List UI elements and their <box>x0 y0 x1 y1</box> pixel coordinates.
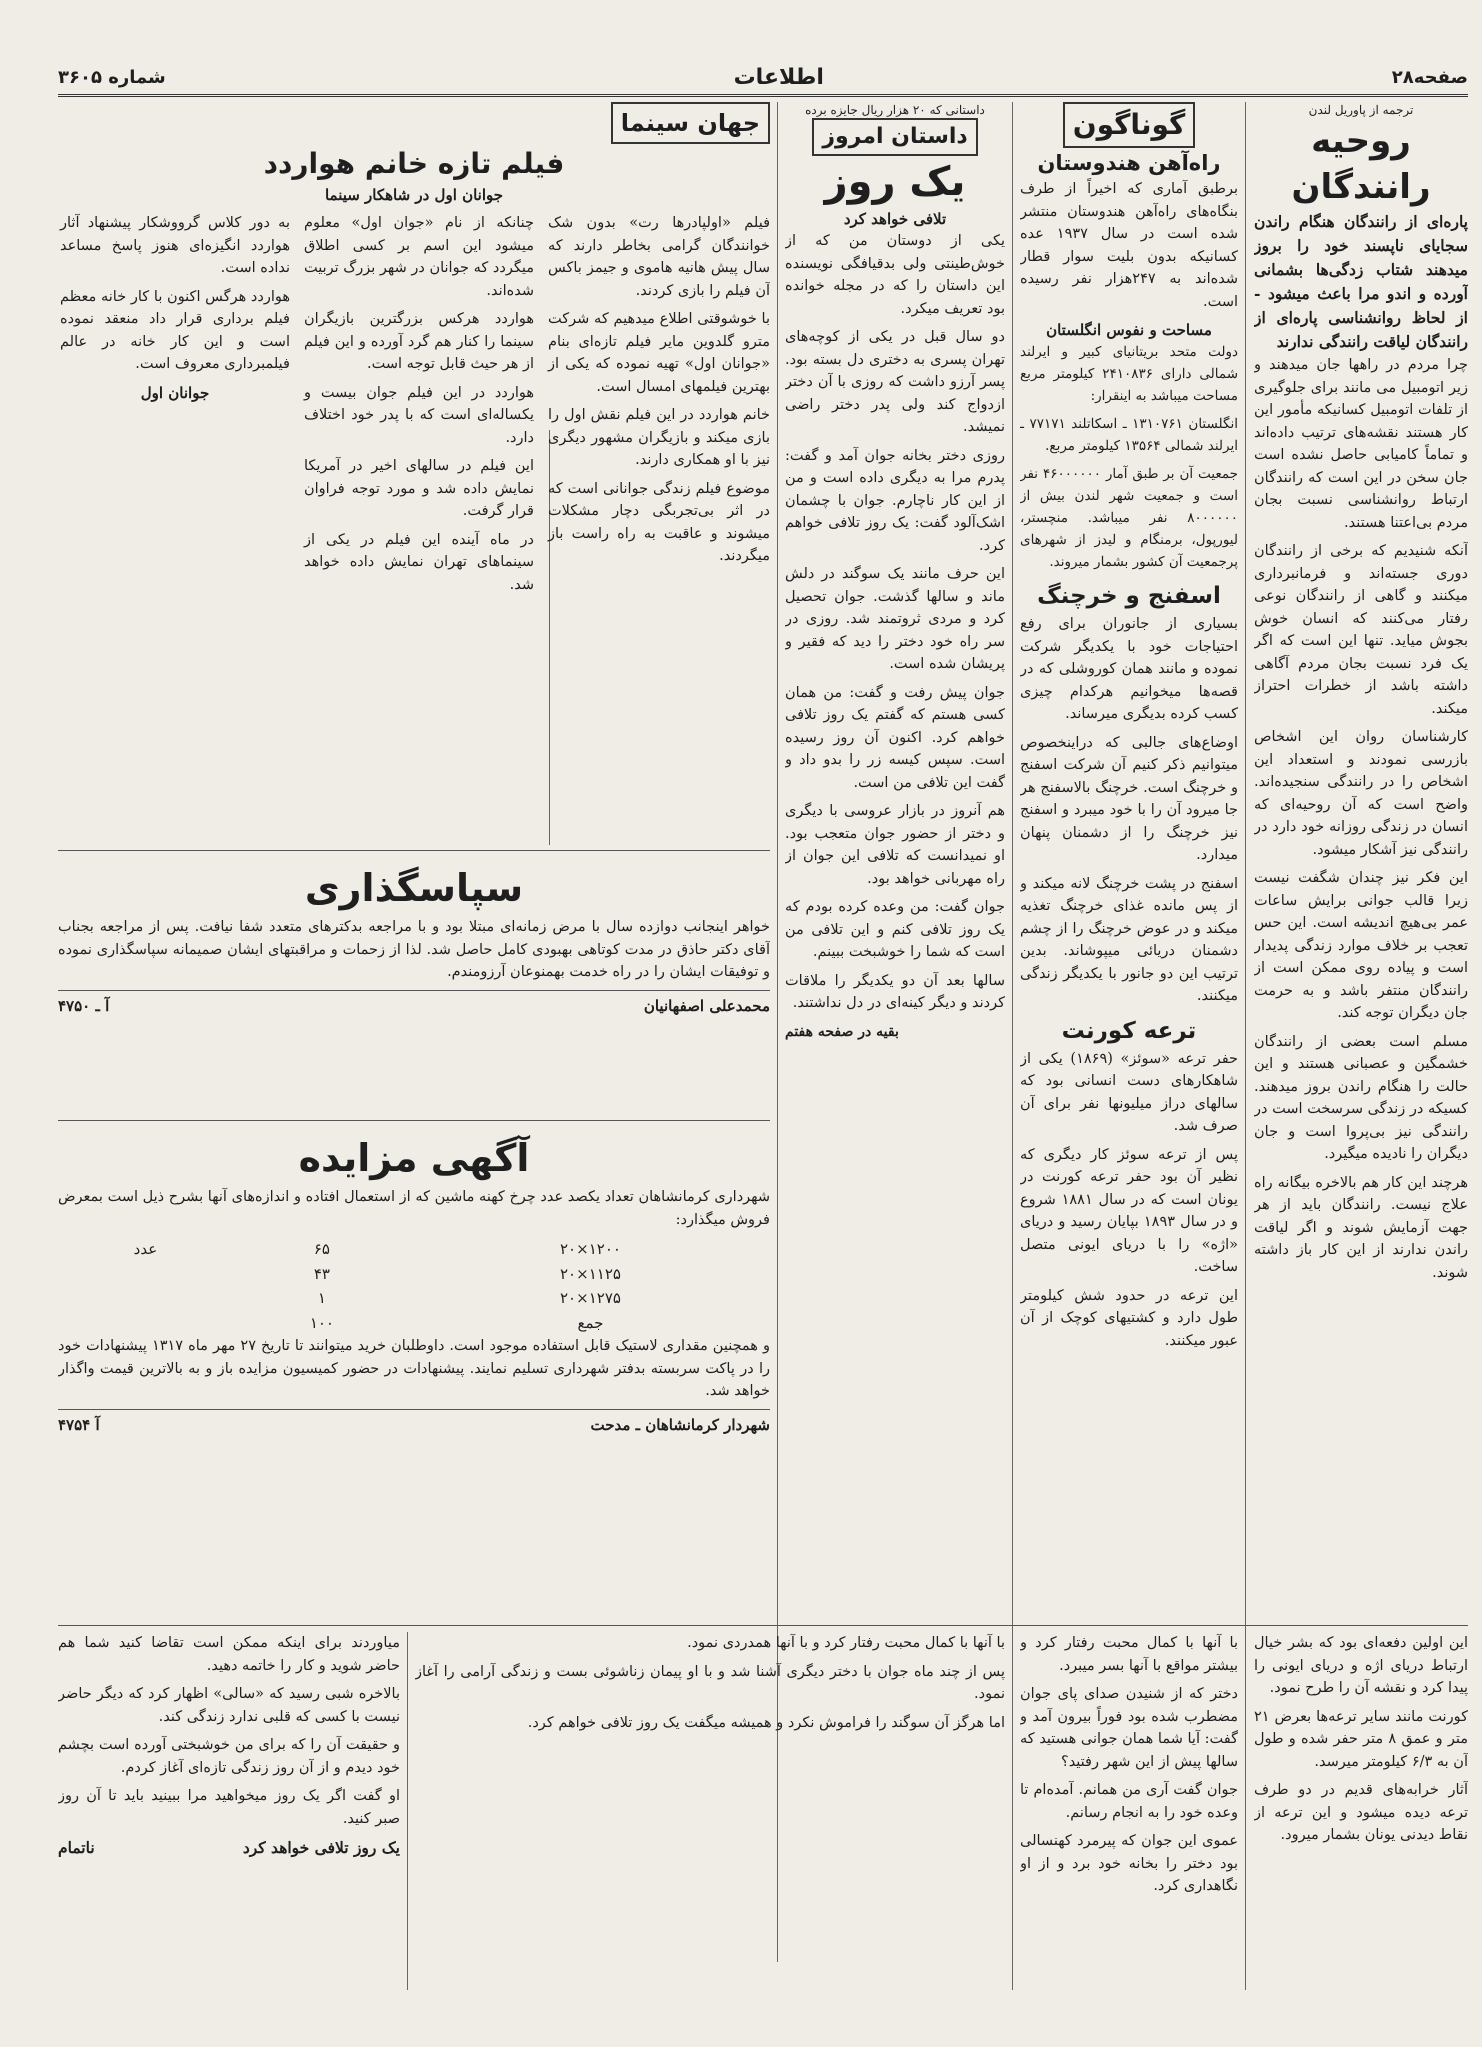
article-deck: پاره‌ای از رانندگان هنگام راندن سجایای ناپسند خود را بروز میدهند شتاب زدگی‌ها بشمانی آورده و اندو مرا باعث میشود - از لحاظ روانشناسی پاره‌ای از رانندگان لیاقت رانندگی ندارند <box>1254 212 1468 351</box>
paragraph: هواردد هرگس اکنون با کار خانه معظم فیلم برداری قرار داد منعقد نموده است و این کار خانه در عالم فیلمبرداری معروف است. <box>60 288 290 372</box>
paragraph: آثار خرابه‌های قدیم در دو طرف ترعه دیده میشود و این ترعه از نقاط دیدنی یونان بشمار میرود. <box>1254 1782 1468 1843</box>
article-title: مساحت و نفوس انگلستان <box>1046 321 1212 339</box>
column-miscellany <box>1020 102 1238 1662</box>
table-row: ۱۲۷۵×۲۰ ۱ <box>317 1289 621 1307</box>
paragraph: انگلستان ۱۳۱۰۷۶۱ ـ اسکاتلند ۷۷۱۷۱ ـ ایرلند شمالی ۱۳۵۶۴ کیلومتر مربع. <box>1020 416 1238 454</box>
ad-title: آگهی مزایده <box>298 1136 530 1180</box>
paragraph: دولت متحد بریتانیای کبیر و ایرلند شمالی دارای ۲۴۱۰۸۳۶ کیلومتر مربع مساحت میباشد به اینقرار: <box>1020 344 1238 404</box>
paragraph: جوان پیش رفت و گفت: من همان کسی هستم که گفتم یک روز تلافی خواهم کرد. اکنون آن روز رسیده است. سپس کیسه زر را بدو داد و گفت این تلافی من است. <box>785 684 1005 791</box>
ad-intro: شهرداری کرمانشاهان تعداد یکصد عدد چرخ کهنه ماشین که از استعمال افتاده و اندازه‌های آنها بشرح ذیل است بمعرض فروش میگذارد: <box>58 1189 770 1228</box>
bottom-col-b <box>415 1632 1005 1990</box>
story-ending-label: ناتمام <box>58 1838 95 1857</box>
table-row: جمع ۱۰۰ <box>309 1313 604 1332</box>
paragraph: به دور کلاس گرووشکار پیشنهاد آثار هواردد انگیزه‌ای هنوز پاسخ مساعد نداده است. <box>60 215 290 276</box>
cinema-col-b <box>304 212 534 602</box>
paragraph: با آنها با کمال محبت رفتار کرد و با آنها همدردی نمود. <box>687 1635 1005 1651</box>
notice-signature-row <box>58 990 770 1018</box>
paragraph: بسیاری از جانوران برای رفع احتیاجات خود با یکدیگر شرکت نموده و مانند همان کوروشلی که در قصه‌ها میخوانیم هرکدام چیزی کسب کرده بدیگری میرساند. <box>1020 616 1238 722</box>
paragraph: دو سال قبل در یکی از کوچه‌های تهران پسری به دختری دل بسته بود. پسر آرزو داشت که روزی با آن دختر ازدواج کند ولی پدر دختر راضی نمیشد. <box>785 329 1005 435</box>
bottom-col-c <box>1020 1632 1238 1990</box>
paragraph: با خوشوقتی اطلاع میدهیم که شرکت مترو گلدوین مایر فیلم تازه‌ای بنام «جوانان اول» تهیه نموده که یکی از بهترین فیلمهای امسال است. <box>548 311 770 395</box>
paragraph: پس از ترعه سوئز کار دیگری که نظیر آن بود حفر ترعه کورنت در یونان است که در سال ۱۸۸۱ شروع و در سال ۱۸۹۳ بپایان رسید و دریای «اژه» را با دریای ایونی متصل ساخت. <box>1020 1146 1238 1275</box>
cinema-col-a <box>548 212 770 602</box>
column-rule <box>1012 102 1013 1662</box>
story-ending-title: یک روز تلافی خواهد کرد <box>242 1838 400 1857</box>
paper-name: اطلاعات <box>733 64 824 90</box>
section-divider <box>58 1120 770 1121</box>
paragraph: جوان گفت: من وعده کرده بودم که یک روز تلافی کنم و این تلافی من است که شما را خوشبخت ببینم. <box>785 899 1005 960</box>
paragraph: کورنت مانند سایر ترعه‌ها بعرض ۲۱ متر و عمق ۸ متر حفر شده و طول آن به ۶/۳ کیلومتر میرسد. <box>1254 1708 1468 1770</box>
paragraph: این فیلم در سالهای اخیر در آمریکا نمایش داده شد و مورد توجه فراوان قرار گرفت. <box>304 458 534 519</box>
article-kicker: ترجمه از پاوریل لندن <box>1308 103 1414 117</box>
section-title: گوناگون <box>1020 102 1238 148</box>
paragraph: برطبق آماری که اخیراً از طرف بنگاه‌های راه‌آهن هندوستان منتشر شده است در سال ۱۹۳۷ عده کسانیکه بدون بلیت سوار قطار شده‌اند به ۲۴۷هزار نفر رسیده است. <box>1020 181 1238 310</box>
notice-title: سپاسگذاری <box>304 866 524 910</box>
thanks-notice <box>58 860 770 1120</box>
paragraph: او گفت اگر یک روز میخواهید مرا ببینید باید تا آن روز صبر کنید. <box>58 1788 400 1827</box>
article-subtitle: جوانان اول در شاهکار سینما <box>324 186 504 204</box>
ad-code: آ ۴۷۵۴ <box>58 1415 100 1434</box>
column-rule <box>1245 102 1246 1662</box>
ad-table <box>58 1237 770 1335</box>
paragraph: بالاخره شبی رسید که «سالی» اظهار کرد که دیگر حاضر نیست با کسی که قلبی ندارد زندگی کند. <box>58 1686 400 1725</box>
article-title: روحیه رانندگان <box>1291 121 1431 207</box>
paragraph: هم آنروز در بازار عروسی با دیگری و دختر از حضور جوان متعجب بود. او نمیدانست که تلافی این جوان از راه مهربانی خواهد بود. <box>785 803 1005 887</box>
bottom-col-d <box>1254 1632 1468 1990</box>
paragraph: این فکر نیز چندان شگفت نیست زیرا قالب جوانی برایش ساعات عمر بی‌هیچ اندیشه است. این حس تعجب بر خلاف موارد زندگی پدیدار است و پیاده روی ممکن است از رانندگان منتفر باشد و به حرمت جان دیگران توجه کند. <box>1254 870 1468 1021</box>
paragraph: با آنها با کمال محبت رفتار کرد و بیشتر مواقع با آنها بسر میبرد. <box>1020 1635 1238 1674</box>
paragraph: یکی از دوستان من که از خوش‌طینتی ولی بدقیافگی نویسنده این داستان را که در مجله خوانده بود تعریف میکرد. <box>785 233 1005 317</box>
story-title: یک روز <box>824 159 966 205</box>
cinema-col-c <box>60 212 290 602</box>
table-row: ۱۲۰۰×۲۰ ۶۵ عدد <box>133 1240 621 1258</box>
story-subtitle: تلافی خواهد کرد <box>843 210 947 228</box>
section-title: داستان امروز <box>785 118 1005 156</box>
column-rule <box>1012 1632 1013 1990</box>
paragraph: میاوردند برای اینکه ممکن است تقاضا کنید شما هم حاضر شوید و کار را خاتمه دهید. <box>58 1635 400 1674</box>
paragraph: خانم هواردد در این فیلم نقش اول را بازی میکند و بازیگران مشهور دیگری نیز با او همکاری دارند. <box>548 407 770 468</box>
newspaper-page <box>58 60 1468 1990</box>
notice-code: آ ـ ۴۷۵۰ <box>58 996 110 1015</box>
paragraph: کارشناسان روان این اشخاص بازرسی نمودند و استعداد این اشخاص را در رانندگی سنجیده‌اند. واضح است که آن روحیه‌ای که انسان در زندگی روزانه خود دارد در رانندگی نیز آشکار میشود. <box>1254 729 1468 858</box>
paragraph: آنکه شنیدیم که برخی از رانندگان دوری جسته‌اند و فرمانبرداری میکنند و گاهی از رانندگان نوعی رفتار می‌کنند که انسان خوش بجوش میاید. تنها این است که اگر یک فرد نسبت بجان مردم آگاهی داشته باشد از خطرات احتراز میکند. <box>1254 543 1468 717</box>
section-divider <box>58 1625 1468 1626</box>
paragraph: پس از چند ماه جوان با دختر دیگری آشنا شد و با او پیمان زناشوئی بست و زندگی آرامی را آغاز نمود. <box>415 1663 1005 1702</box>
paragraph: هواردد هرکس بزرگترین بازیگران سینما را کنار هم گرد آورده و این فیلم از هر حیث قابل توجه است. <box>304 311 534 372</box>
cinema-section <box>58 102 770 892</box>
paragraph: این ترعه در حدود شش کیلومتر طول دارد و کشتیهای کوچک از آن عبور میکنند. <box>1020 1287 1238 1349</box>
paragraph: این اولین دفعه‌ای بود که بشر خیال ارتباط دریای اژه و دریای ایونی را پیدا کرد و نقشه آن را طرح نمود. <box>1254 1635 1468 1696</box>
paragraph: سالها بعد آن دو یکدیگر را ملاقات کردند و دیگر کینه‌ای در دل نداشتند. <box>785 972 1005 1011</box>
auction-ad <box>58 1130 770 1625</box>
paragraph: و حقیقت آن را که برای من خوشبختی آورده است بچشم خود دیدم و از آن روز زندگی تازه‌ای آغاز کردم. <box>58 1737 400 1776</box>
paragraph: اوضاع‌های جالبی که دراینخصوص میتوانیم ذکر کنیم آن شرکت اسفنج و خرچنگ است. خرچنگ بالاسفنج هر جا میرود آن را با خود میبرد و اسفنج نیز خرچنگ را از دشمنان پنهان میدارد. <box>1020 734 1238 863</box>
article-title: اسفنج و خرچنگ <box>1037 583 1221 609</box>
ad-body: و همچنین مقداری لاستیک قابل استفاده موجود است. داوطلبان خرید میتوانند تا تاریخ ۲۷ مهر ماه ۱۳۱۷ پیشنهادات خود را در پاکت سربسته بدفتر شهرداری تسلیم نمایند. پیشنهادات در حضور کمیسیون مزایده باز و به بالاترین قیمت واگذار خواهد شد. <box>58 1338 770 1399</box>
paragraph: دختر که از شنیدن صدای پای جوان مضطرب شده بود فوراً بیرون آمد و گفت: آیا شما همان جوانی هستید که سالها پیش از این شهر رفتید؟ <box>1020 1686 1238 1770</box>
issue-number: شماره ۳۶۰۵ <box>58 66 166 88</box>
notice-signature: محمدعلی اصفهانیان <box>643 996 770 1015</box>
column-story <box>785 102 1005 1662</box>
table-row: ۱۱۲۵×۲۰ ۴۳ <box>313 1264 621 1283</box>
ad-signature-row <box>58 1409 770 1437</box>
article-title: راه‌آهن هندوستان <box>1037 151 1221 175</box>
paragraph: جمعیت آن بر طبق آمار ۴۶۰۰۰۰۰۰ نفر است و جمعیت شهر لندن بیش از ۸۰۰۰۰۰۰ نفر میباشد. منچستر، لیورپول، برمنگام و لیدز از شهرهای پرجمعیت آن کشور بشمار میروند. <box>1020 466 1238 570</box>
paragraph: چنانکه از نام «جوان اول» معلوم میشود این اسم بر کسی اطلاق میگردد که جوانان در شهر بزرگ تربیت شده‌اند. <box>304 215 534 299</box>
paragraph: مسلم است بعضی از رانندگان خشمگین و عصبانی هستند و این حالت را هنگام راندن بروز میدهند. کسیکه در زندگی سرسخت است در رانندگی نیز بی‌پروا است و جان دیگران را نادیده میگیرد. <box>1254 1033 1468 1162</box>
paragraph: هرچند این کار هم بالاخره بیگانه راه علاج نیست. رانندگان باید از هر جهت آزمایش شوند و اگر لیاقت راندن ندارند از این کار باز داشته شوند. <box>1254 1174 1468 1281</box>
story-ending <box>58 1836 400 1860</box>
section-title: جهان سینما <box>58 102 770 144</box>
section-divider <box>58 850 770 851</box>
paragraph: عموی این جوان که پیرمرد کهنسالی بود دختر را بخانه خود برد و از او نگاهداری کرد. <box>1020 1833 1238 1894</box>
inline-heading: جوانان اول <box>140 383 210 402</box>
paragraph: اما هرگز آن سوگند را فراموش نکرد و همیشه میگفت یک روز تلافی خواهم کرد. <box>527 1714 1005 1731</box>
paragraph: حفر ترعه «سوئز» (۱۸۶۹) یکی از شاهکارهای دست انسانی بود که سالهای دراز میلیونها نفر برای آن صرف شد. <box>1020 1050 1238 1134</box>
notice-body: خواهر اینجانب دوازده سال با مرض زمانه‌ای مبتلا بود و با مراجعه بدکترهای متعدد شفا نیافت. پس از مراجعه بجناب آقای دکتر حاذق در مدت کوتاهی بهبودی کامل حاصل شد. لذا از زحمات و مراقبتهای ایشان صمیمانه سپاسگذاری نموده و توفیقات ایشان را در راه خدمت بهمنوعان آرزومندم. <box>58 919 770 980</box>
article-title: فیلم تازه خانم هواردد <box>263 147 565 180</box>
article-title: ترعه کورنت <box>1061 1017 1197 1044</box>
continued-note: بقیه در صفحه هفتم <box>785 1023 899 1040</box>
paragraph: جوان گفت آری من همانم. آمده‌ام تا وعده خود را به انجام رسانم. <box>1020 1782 1238 1821</box>
paragraph: روزی دختر بخانه جوان آمد و گفت: پدرم مرا به دیگری داده است و من از این کار ناچارم. جوان با چشمان اشک‌آلود گفت: یک روز تلافی خواهم کرد. <box>785 447 1005 554</box>
paragraph: در ماه آینده این فیلم در یکی از سینماهای تهران نمایش داده خواهد شد. <box>304 531 534 593</box>
bottom-col-a <box>58 1632 400 1990</box>
story-kicker: داستانی که ۲۰ هزار ریال جایزه برده <box>805 103 985 117</box>
column-rule <box>1245 1632 1246 1990</box>
column-rule <box>407 1632 408 1990</box>
paragraph: این حرف مانند یک سوگند در دلش ماند و سالها گذشت. جوان تحصیل کرد و مردی ثروتمند شد. روزی در سر راه خود دختر را دید که فقیر و پریشان شده است. <box>785 566 1005 672</box>
ad-signature: شهردار کرمانشاهان ـ مدحت <box>590 1415 770 1434</box>
paragraph: موضوع فیلم زندگی جوانانی است که در اثر بی‌تجربگی دچار مشکلات میشوند و عاقبت به راه راست باز میگردند. <box>548 480 770 564</box>
paragraph: هواردد در این فیلم جوان بیست و یکساله‌ای است که با پدر خود اختلاف دارد. <box>304 384 534 446</box>
paragraph: چرا مردم در راهها جان میدهند و زیر اتومبیل می مانند برای جلوگیری از تلفات اتومبیل کسانیکه مأمور این کار هستند نقشه‌های ترتیب داده‌اند و تماماً کامیابی حاصل نشده است جان سخن در این است که رانندگان ارتباط روانشناسی نسبت بجان مردم بی‌اعتنا هستند. <box>1254 357 1468 531</box>
paragraph: اسفنج در پشت خرچنگ لانه میکند و از پس مانده غذای خرچنگ تغذیه میکند و در عوض خرچنگ را از چشم دشمنان دریائی میپوشاند. بدین ترتیب این دو جانور با یکدیگر زندگی میکنند. <box>1020 875 1238 1004</box>
paragraph: فیلم «اولپادرها رت» بدون شک خوانندگان گرامی بخاطر دارند که سال پیش هانیه هاموی و جیمز باکس آن فیلم را بازی کردند. <box>548 215 770 299</box>
masthead <box>58 60 1468 97</box>
page-number: صفحه۲۸ <box>1391 66 1468 88</box>
